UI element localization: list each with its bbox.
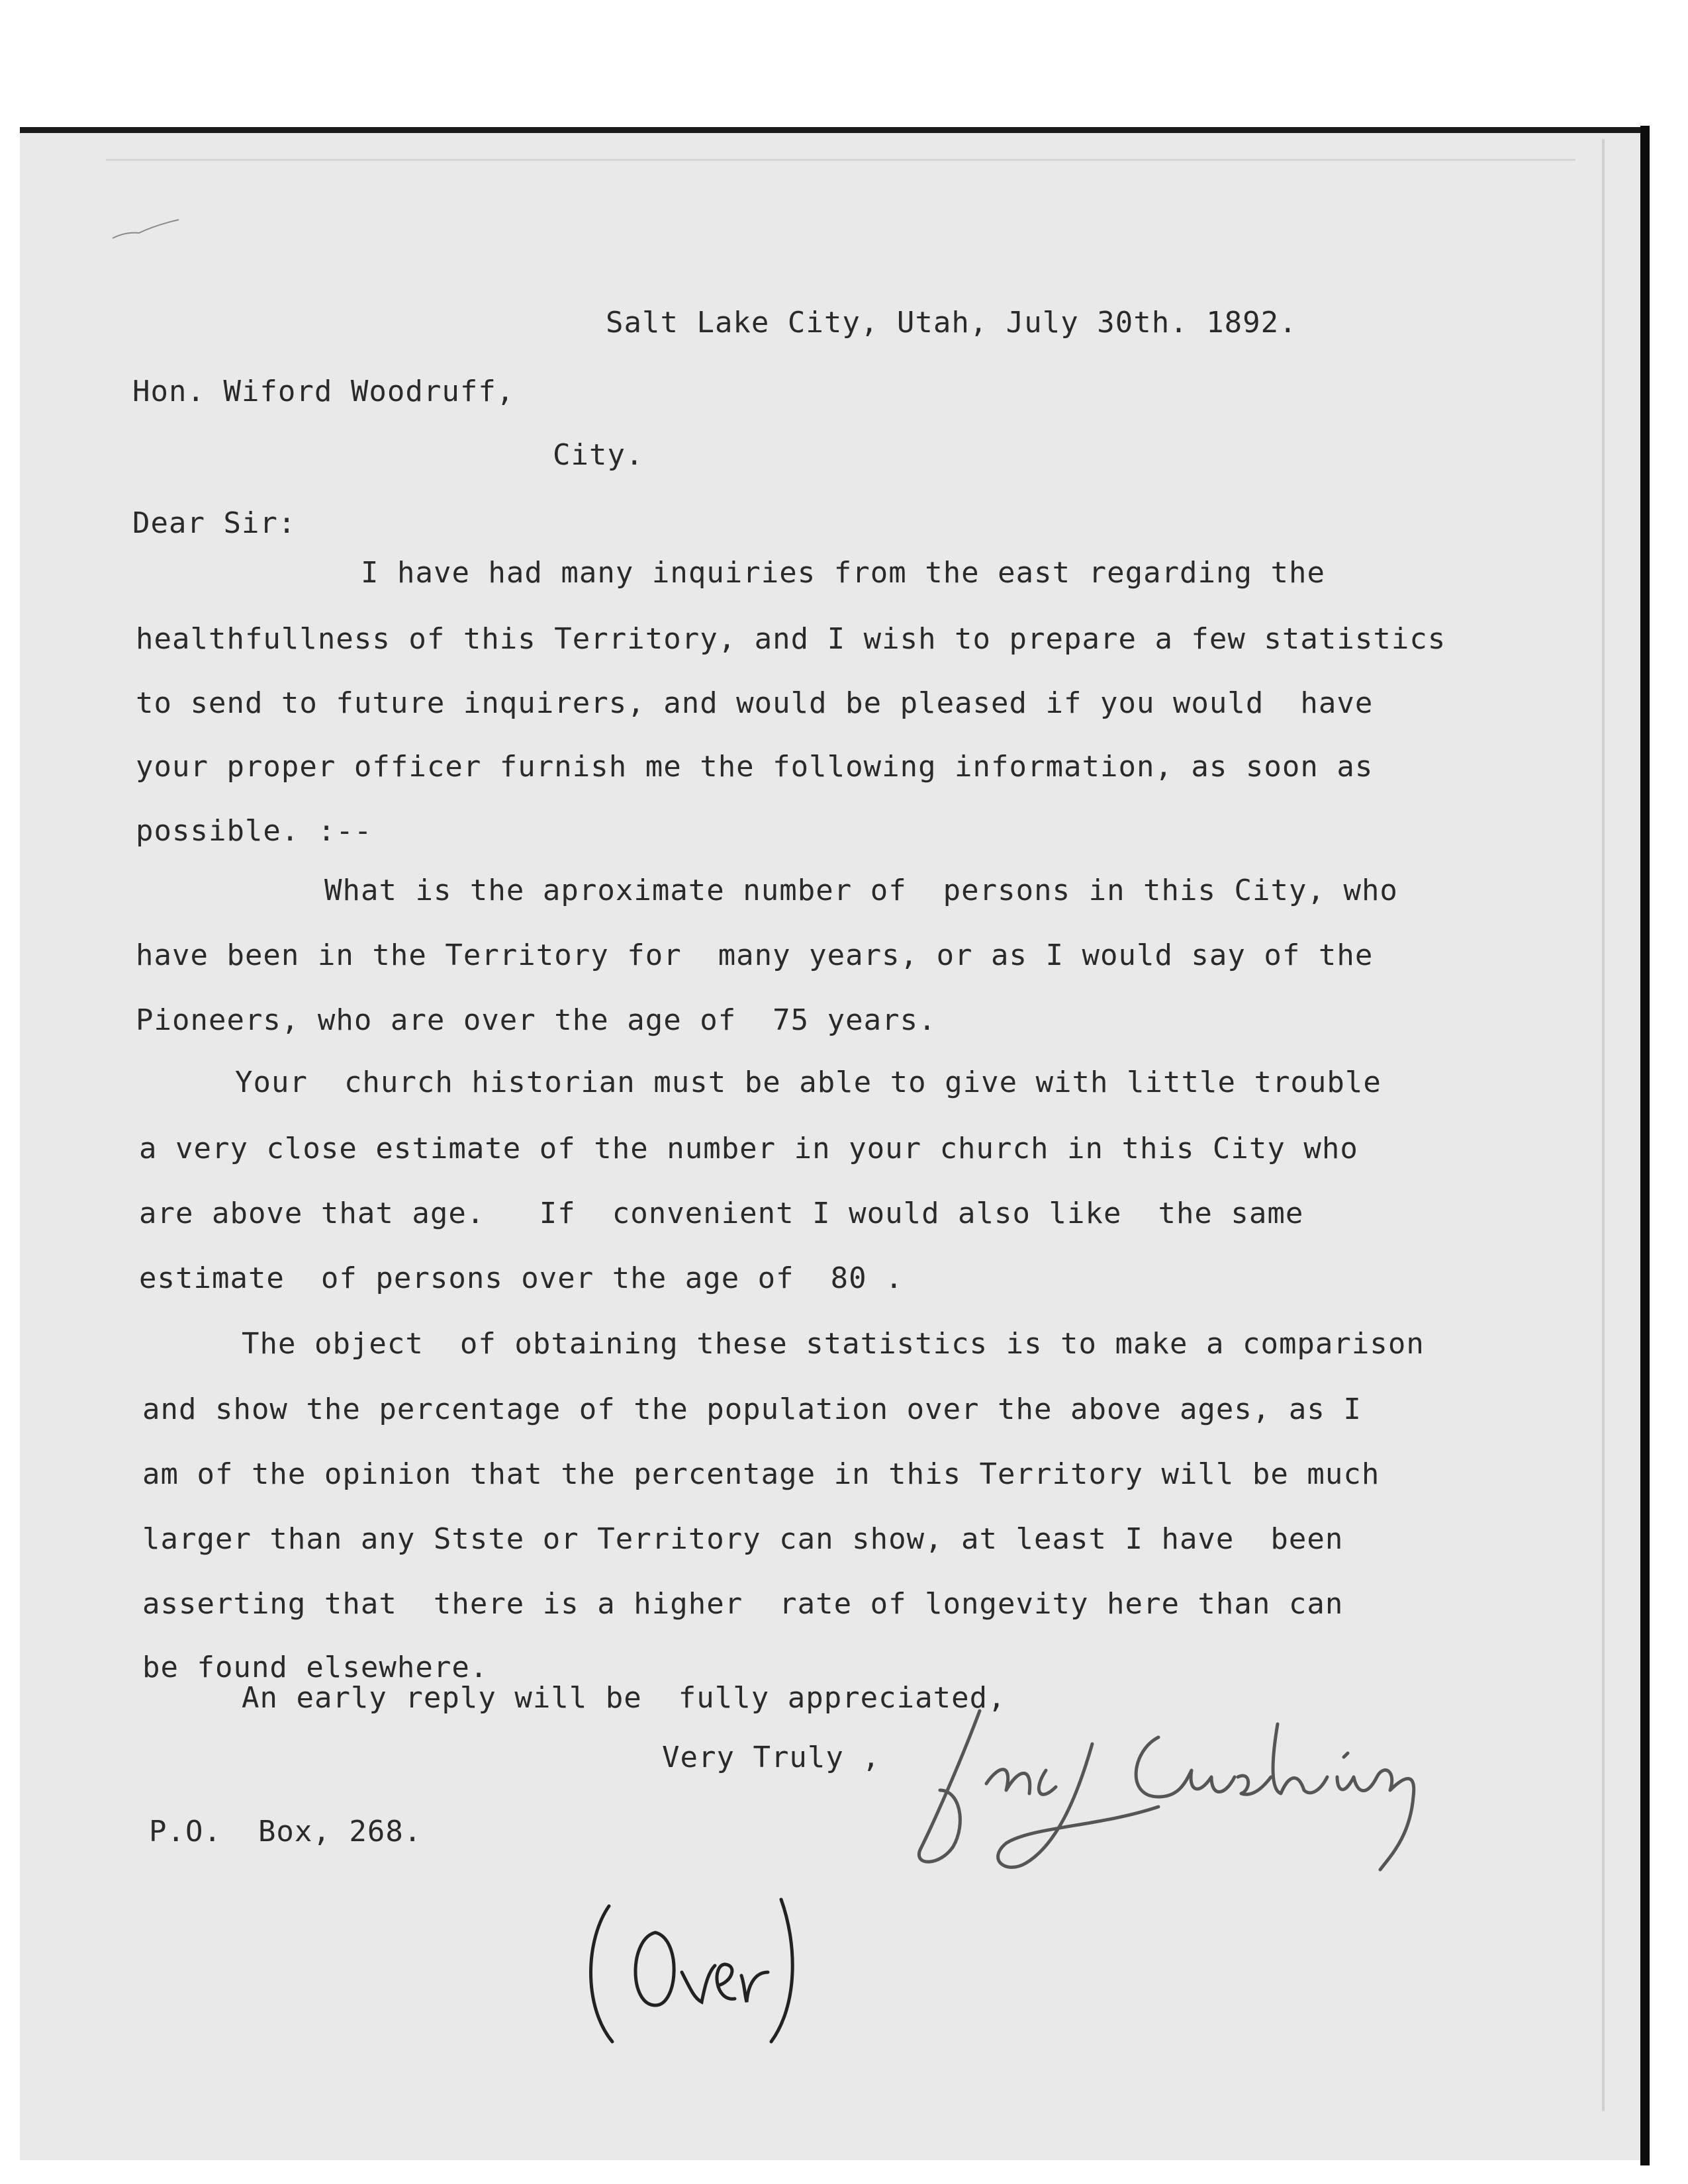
body-line: are above that age. If convenient I would also like the same bbox=[139, 1197, 1304, 1230]
body-line: your proper officer furnish me the following information, as soon as bbox=[136, 750, 1374, 784]
body-line: be found elsewhere. bbox=[142, 1651, 489, 1684]
body-line: I have had many inquiries from the east regarding the bbox=[361, 556, 1325, 590]
paper-fold-line bbox=[106, 159, 1575, 161]
body-line: Your church historian must be able to give with little trouble bbox=[235, 1066, 1382, 1099]
dateline: Salt Lake City, Utah, July 30th. 1892. bbox=[606, 306, 1297, 340]
body-line: larger than any Stste or Territory can show, at least I have been bbox=[142, 1522, 1344, 1556]
pencil-mark bbox=[106, 199, 225, 251]
recipient-name: Hon. Wiford Woodruff, bbox=[132, 375, 515, 408]
recipient-city: City. bbox=[553, 438, 644, 472]
body-line: Pioneers, who are over the age of 75 years. bbox=[136, 1003, 937, 1037]
body-line: and show the percentage of the population over the above ages, as I bbox=[142, 1392, 1362, 1426]
body-line: healthfullness of this Territory, and I wish to prepare a few statistics bbox=[136, 622, 1446, 656]
body-line: to send to future inquirers, and would be pleased if you would have bbox=[136, 686, 1374, 720]
salutation: Dear Sir: bbox=[132, 506, 297, 540]
body-line: estimate of persons over the age of 80 . bbox=[139, 1261, 904, 1295]
po-box: P.O. Box, 268. bbox=[149, 1815, 422, 1848]
paper-edge bbox=[1602, 139, 1605, 2111]
body-line: What is the aproximate number of persons in this City, who bbox=[324, 874, 1398, 907]
body-line: possible. :-- bbox=[136, 814, 373, 848]
scan-edge bbox=[1640, 126, 1650, 2165]
closing: Very Truly , bbox=[662, 1741, 880, 1774]
body-line: The object of obtaining these statistics is to make a comparison bbox=[242, 1327, 1425, 1361]
body-line: am of the opinion that the percentage in this Territory will be much bbox=[142, 1457, 1380, 1491]
body-line: a very close estimate of the number in your church in this City who bbox=[139, 1132, 1358, 1165]
signature bbox=[880, 1691, 1489, 1889]
body-line: asserting that there is a higher rate of longevity here than can bbox=[142, 1587, 1344, 1621]
handwritten-note bbox=[583, 1893, 808, 2052]
body-line: have been in the Territory for many years, or as I would say of the bbox=[136, 938, 1374, 972]
body-line: An early reply will be fully appreciated, bbox=[242, 1681, 1006, 1715]
